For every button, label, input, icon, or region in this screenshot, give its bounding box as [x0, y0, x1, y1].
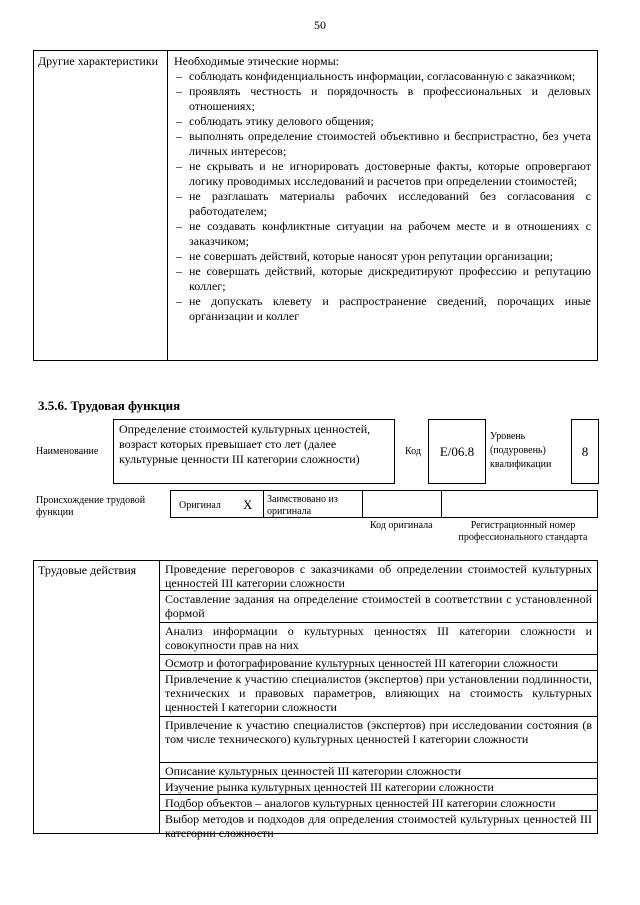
- code-label: Код: [405, 446, 421, 457]
- divider: [441, 491, 442, 517]
- function-name-box: Определение стоимостей культурных ценностей, возраст которых превышает сто лет (далее культурные ценности III категории сложности): [113, 419, 395, 484]
- ethics-item: – выполнять определение стоимостей объективно и беспристрастно, без учета личных интересов;: [174, 129, 591, 159]
- page-number: 50: [314, 18, 326, 32]
- ethics-item: – не создавать конфликтные ситуации на рабочем месте и в отношениях с заказчиком;: [174, 219, 591, 249]
- name-label: Наименование: [36, 446, 99, 457]
- original-mark: X: [243, 497, 253, 512]
- origin-label: Происхождение трудовой функции: [36, 495, 146, 518]
- ethics-item: – не совершать действий, которые наносят урон репутации организации;: [174, 249, 591, 264]
- ethics-item: – соблюдать конфиденциальность информации, согласованную с заказчиком;: [174, 69, 591, 84]
- ethics-intro: Необходимые этические нормы:: [174, 54, 339, 68]
- code-value-box: E/06.8: [428, 419, 486, 484]
- original-label: Оригинал: [179, 500, 221, 511]
- divider: [362, 491, 363, 517]
- other-characteristics-label: Другие характеристики: [34, 51, 168, 360]
- level-value-box: 8: [571, 419, 599, 484]
- ethics-item: – не совершать действий, которые дискредитируют профессию и репутацию коллег;: [174, 264, 591, 294]
- origin-row: [170, 490, 598, 518]
- labor-actions-table: [33, 560, 598, 840]
- ethics-item: – не допускать клевету и распространение сведений, порочащих иные организации и коллег: [174, 294, 591, 324]
- reg-number-label: Регистрационный номер профессионального стандарта: [458, 520, 588, 543]
- labor-action-row: Анализ информации о культурных ценностях III категории сложности и совокупности прав на них: [160, 623, 597, 655]
- ethics-cell: [168, 51, 597, 360]
- ethics-item: – соблюдать этику делового общения;: [174, 114, 591, 129]
- level-label: Уровень (подуровень) квалификации: [490, 431, 552, 470]
- ethics-item: – не скрывать и не игнорировать достоверные факты, которые опровергают логику проводимых исследований и расчетов при определении стоимостей;: [174, 159, 591, 189]
- labor-action-row: Привлечение к участию специалистов (экспертов) при установлении подлинности, технических и правовых параметров, влияющих на стоимость культурных ценностей I категории сложности: [160, 671, 597, 717]
- other-characteristics-table: [33, 50, 598, 361]
- labor-action-row: Изучение рынка культурных ценностей III категории сложности: [160, 779, 597, 795]
- labor-actions-list: [160, 561, 597, 840]
- labor-action-row: Осмотр и фотографирование культурных ценностей III категории сложности: [160, 655, 597, 671]
- labor-action-row: Привлечение к участию специалистов (экспертов) при исследовании состояния (в том числе технического) культурных ценностей I категории сложности: [160, 717, 597, 763]
- labor-action-row: Составление задания на определение стоимостей в соответствии с установленной формой: [160, 591, 597, 623]
- ethics-list: [174, 69, 591, 324]
- labor-action-row: Выбор методов и подходов для определения стоимостей культурных ценностей III категории сложности: [165, 812, 592, 840]
- borrowed-label: Заимствовано из оригинала: [267, 494, 338, 517]
- labor-action-row: Подбор объектов – аналогов культурных ценностей III категории сложности: [160, 795, 597, 811]
- code-original-label: Код оригинала: [370, 520, 433, 531]
- ethics-item: – проявлять честность и порядочность в профессиональных и деловых отношениях;: [174, 84, 591, 114]
- section-title: 3.5.6. Трудовая функция: [38, 398, 181, 413]
- labor-action-row: Проведение переговоров с заказчиками об определении стоимостей культурных ценностей III категории сложности: [160, 561, 597, 591]
- labor-actions-label: Трудовые действия: [34, 561, 160, 833]
- labor-action-row: Описание культурных ценностей III категории сложности: [160, 763, 597, 779]
- ethics-item: – не разглашать материалы рабочих исследований без согласования с работодателем;: [174, 189, 591, 219]
- divider: [263, 491, 264, 517]
